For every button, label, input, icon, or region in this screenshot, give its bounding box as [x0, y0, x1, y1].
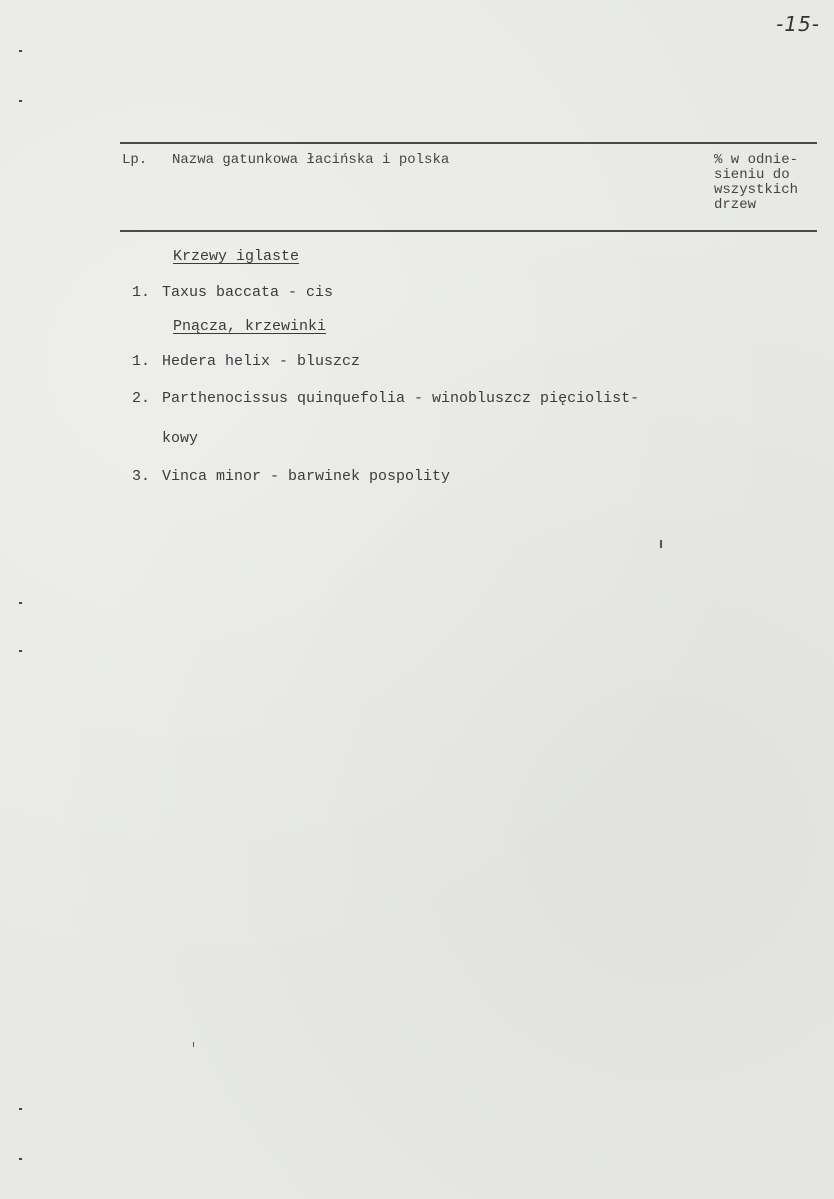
list-item-text: Taxus baccata - cis	[162, 284, 334, 301]
list-item-text: Hedera helix - bluszcz	[162, 353, 361, 370]
list-item-number: 2.	[132, 390, 151, 407]
paper-speck	[660, 540, 662, 548]
column-header-percent: % w odnie- sieniu do wszystkich drzew	[714, 152, 799, 213]
margin-mark	[19, 602, 22, 604]
section-title-conifer-shrubs: Krzewy iglaste	[173, 248, 300, 265]
margin-mark	[19, 100, 22, 102]
margin-mark	[19, 1158, 22, 1160]
margin-mark	[19, 1108, 22, 1110]
list-item-number: 3.	[132, 468, 151, 485]
list-item-text: Vinca minor - barwinek pospolity	[162, 468, 451, 485]
list-item-text: Parthenocissus quinquefolia - winobluszcz pięciolist-	[162, 390, 640, 407]
header-top-rule	[120, 142, 817, 144]
margin-mark	[19, 650, 22, 652]
page-number: -15-	[776, 12, 820, 36]
list-item-continuation: kowy	[162, 430, 199, 447]
header-bottom-rule	[120, 230, 817, 232]
section-title-climbers: Pnącza, krzewinki	[173, 318, 327, 335]
paper-speck	[193, 1042, 194, 1047]
list-item-number: 1.	[132, 284, 151, 301]
column-header-name: Nazwa gatunkowa łacińska i polska	[172, 152, 450, 168]
column-header-lp: Lp.	[122, 152, 148, 168]
margin-mark	[19, 50, 22, 52]
list-item-number: 1.	[132, 353, 151, 370]
